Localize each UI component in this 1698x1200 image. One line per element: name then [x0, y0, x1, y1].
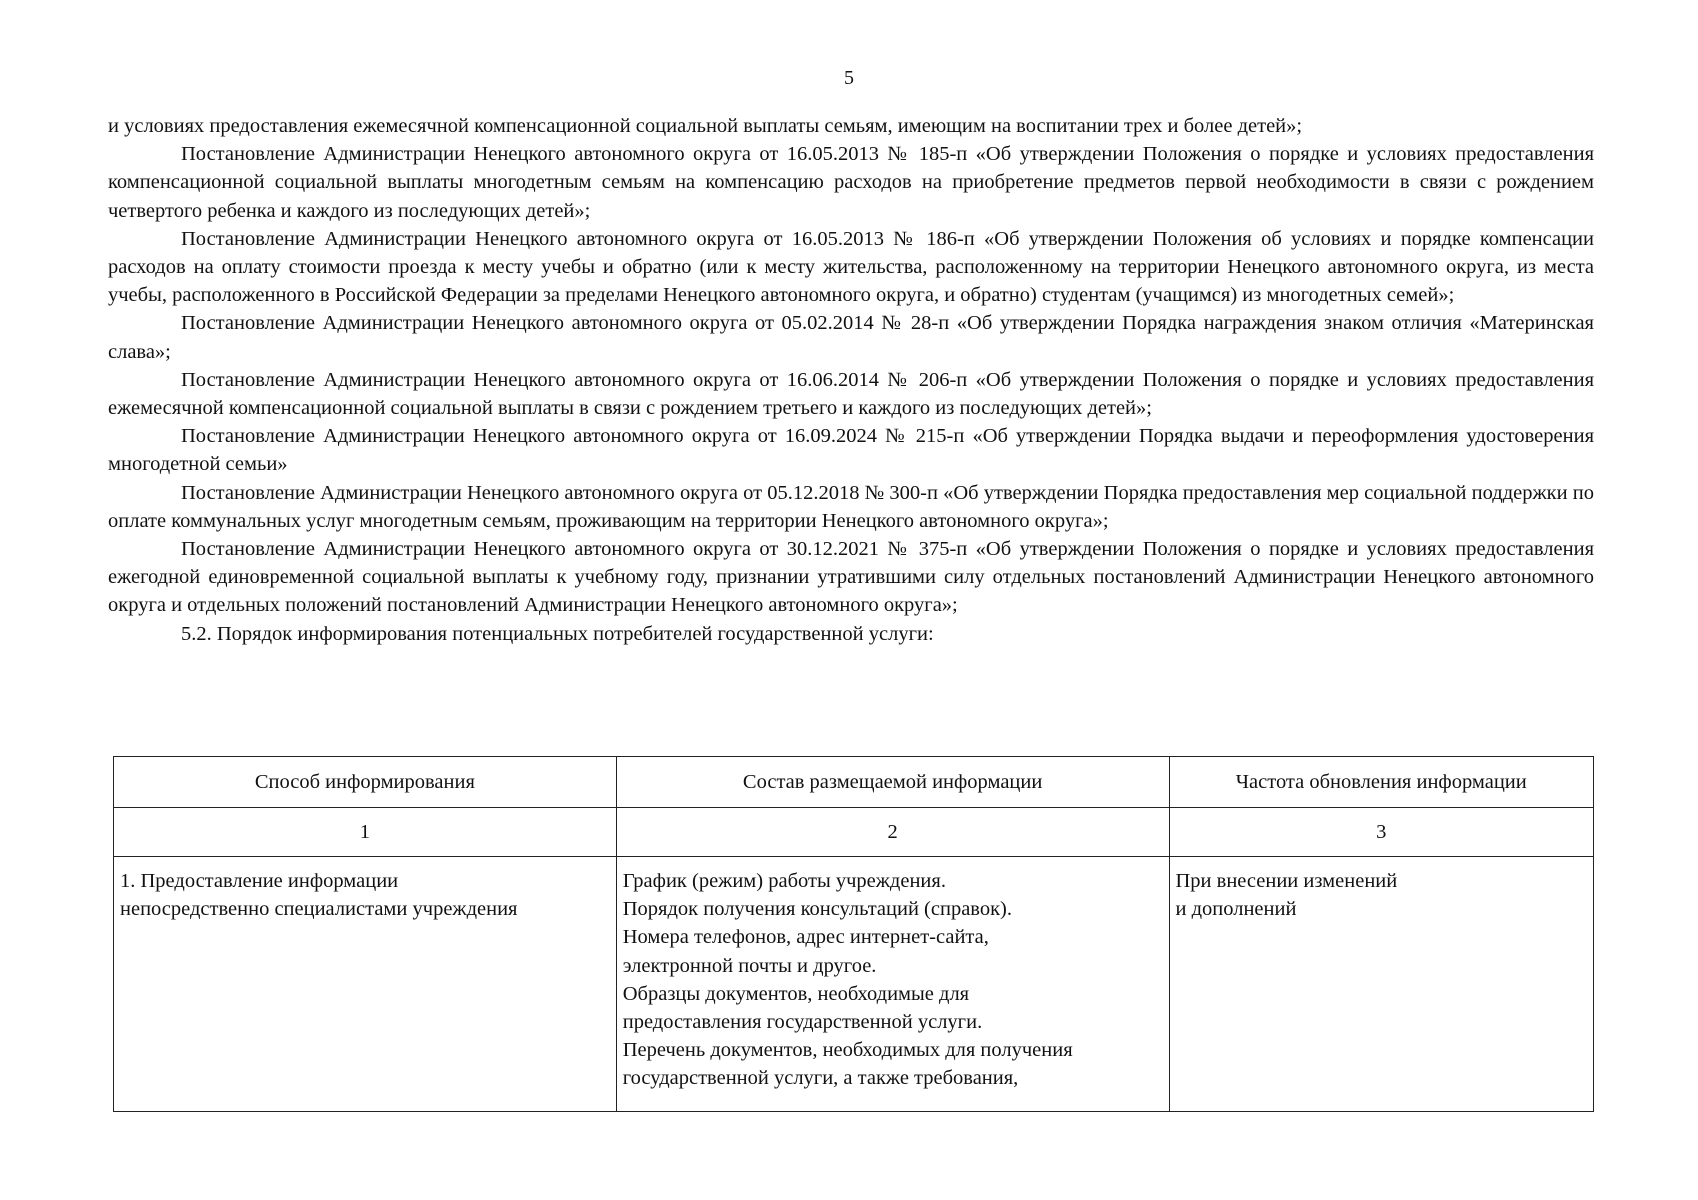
page-number: 5: [844, 67, 854, 89]
cell-line: предоставления государственной услуги.: [622, 1011, 983, 1034]
cell-line: Порядок получения консультаций (справок).: [622, 898, 1012, 921]
cell-frequency: [1169, 857, 1594, 1112]
paragraph-resolution-206: Постановление Администрации Ненецкого автономного округа от 16.06.2014 № 206-п «Об утверждении Положения о порядке и условиях предоставления ежемесячной компенсационной социальной выплаты в связи с рождением третьего и каждого из последующих детей»;: [108, 368, 1594, 420]
cell-line: Номера телефонов, адрес интернет-сайта,: [622, 926, 989, 949]
document-body: [108, 112, 1594, 648]
cell-line: При внесении изменений: [1175, 870, 1398, 892]
table-row: [114, 857, 1594, 1112]
header-frequency: Частота обновления информации: [1169, 757, 1594, 808]
cell-line: непосредственно специалистами учреждения: [120, 898, 518, 921]
paragraph-continuation: и условиях предоставления ежемесячной компенсационной социальной выплаты семьям, имеющим на воспитании трех и более детей»;: [108, 115, 1303, 137]
paragraph-resolution-215: Постановление Администрации Ненецкого автономного округа от 16.09.2024 № 215-п «Об утверждении Порядка выдачи и переоформления удостоверения многодетной семьи»: [108, 425, 1594, 476]
paragraph-resolution-375: Постановление Администрации Ненецкого автономного округа от 30.12.2021 № 375-п «Об утверждении Положения о порядке и условиях предоставления ежегодной единовременной социальной выплаты к учебному году, признании утратившими силу отдельных постановлений Администрации Ненецкого автономного округа и отдельных положений постановлений Администрации Ненецкого автономного округа»;: [108, 538, 1594, 617]
paragraph-resolution-28: Постановление Администрации Ненецкого автономного округа от 05.02.2014 № 28-п «Об утверждении Порядка награждения знаком отличия «Материнская слава»;: [108, 312, 1594, 363]
cell-line: Образцы документов, необходимые для: [622, 982, 970, 1005]
paragraph-resolution-185: Постановление Администрации Ненецкого автономного округа от 16.05.2013 № 185-п «Об утверждении Положения о порядке и условиях предоставления компенсационной социальной выплаты многодетным семьям на компенсацию расходов на приобретение предметов первой необходимости в связи с рождением четвертого ребенка и каждого из последующих детей»;: [108, 143, 1594, 222]
section-heading-5-2: 5.2. Порядок информирования потенциальных потребителей государственной услуги:: [181, 622, 934, 645]
paragraph-resolution-186: Постановление Администрации Ненецкого автономного округа от 16.05.2013 № 186-п «Об утверждении Положения об условиях и порядке компенсации расходов на оплату стоимости проезда к месту учебы и обратно (или к месту жительства, расположенному на территории Ненецкого автономного округа, из места учебы, расположенного в Российской Федерации за пределами Ненецкого автономного округа, и обратно) студентам (учащимся) из многодетных семей»;: [108, 227, 1594, 307]
header-method: Способ информирования: [114, 757, 617, 808]
paragraph-resolution-300: Постановление Администрации Ненецкого автономного округа от 05.12.2018 № 300-п «Об утверждении Порядка предоставления мер социальной поддержки по оплате коммунальных услуг многодетным семьям, проживающим на территории Ненецкого автономного округа»;: [108, 481, 1594, 532]
column-number-2: 2: [616, 808, 1169, 857]
cell-method: [114, 857, 617, 1112]
column-number-1: 1: [114, 808, 617, 857]
cell-line: 1. Предоставление информации: [120, 870, 399, 892]
cell-line: График (режим) работы учреждения.: [622, 870, 946, 892]
table-header-row: [114, 757, 1594, 808]
cell-content: [616, 857, 1169, 1112]
cell-line: Перечень документов, необходимых для получения: [622, 1039, 1073, 1062]
cell-line: и дополнений: [1175, 898, 1297, 921]
cell-line: электронной почты и другое.: [622, 954, 877, 977]
column-number-3: 3: [1169, 808, 1594, 857]
header-content: Состав размещаемой информации: [616, 757, 1169, 808]
cell-line: государственной услуги, а также требования,: [622, 1067, 1019, 1090]
table-number-row: [114, 808, 1594, 857]
informing-table: [113, 756, 1594, 1112]
